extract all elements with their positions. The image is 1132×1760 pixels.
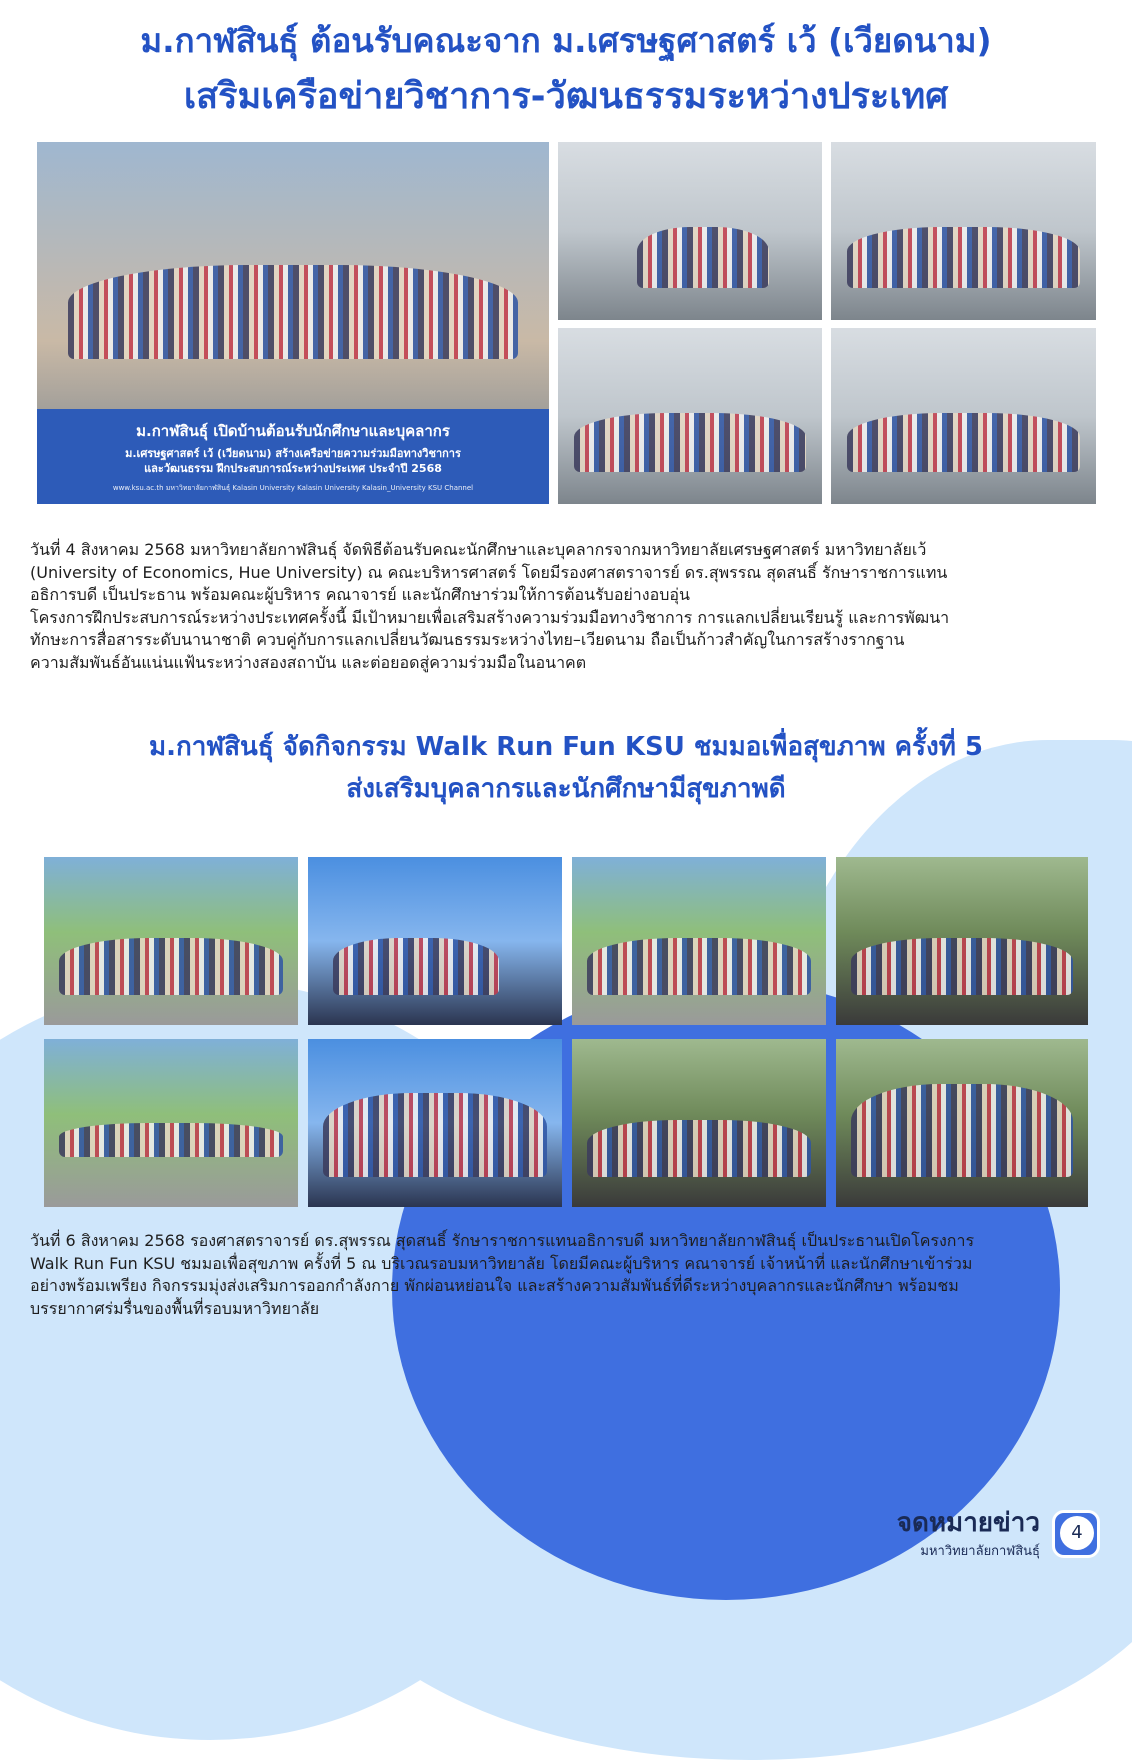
banner-line: ม.เศรษฐศาสตร์ เว้ (เวียดนาม) สร้างเครือข่ายความร่วมมือทางวิชาการ	[125, 447, 461, 461]
article2-photo	[44, 1039, 298, 1207]
article1-main-photo	[37, 142, 549, 504]
page-number: 4	[1060, 1516, 1094, 1550]
banner-title: ม.กาฬสินธุ์ เปิดบ้านต้อนรับนักศึกษาและบุคลากร	[136, 422, 450, 441]
article2-photo	[572, 857, 826, 1025]
article2-photo	[308, 857, 562, 1025]
article2-photo	[836, 857, 1088, 1025]
body-line: ทักษะการสื่อสารระดับนานาชาติ ควบคู่กับการแลกเปลี่ยนวัฒนธรรมระหว่างไทย–เวียดนาม ถือเป็นก้าวสำคัญในการสร้างรากฐาน	[30, 630, 905, 649]
article2-photo	[836, 1039, 1088, 1207]
article1-photo	[558, 142, 822, 320]
body-line: บรรยากาศร่มรื่นของพื้นที่รอบมหาวิทยาลัย	[30, 1298, 320, 1318]
body-line: โครงการฝึกประสบการณ์ระหว่างประเทศครั้งนี้ มีเป้าหมายเพื่อเสริมสร้างความร่วมมือทางวิชาการ การแลกเปลี่ยนเรียนรู้ และการพัฒนา	[30, 607, 950, 627]
article2-headline: ม.กาฬสินธุ์ จัดกิจกรรม Walk Run Fun KSU ชมมอเพื่อสุขภาพ ครั้งที่ 5	[149, 732, 983, 762]
article2-photo	[572, 1039, 826, 1207]
article1-photo	[831, 142, 1096, 320]
body-line: อธิการบดี เป็นประธาน พร้อมคณะผู้บริหาร คณาจารย์ และนักศึกษาร่วมให้การต้อนรับอย่างอบอุ่น	[30, 585, 690, 604]
article2-body	[30, 1230, 1088, 1320]
body-line: Walk Run Fun KSU ชมมอเพื่อสุขภาพ ครั้งที่ 5 ณ บริเวณรอบมหาวิทยาลัย โดยมีคณะผู้บริหาร คณาจารย์ เจ้าหน้าที่ และนักศึกษาเข้าร่วม	[30, 1253, 973, 1273]
article1-subheadline: เสริมเครือข่ายวิชาการ-วัฒนธรรมระหว่างประเทศ	[183, 76, 949, 117]
banner-footer: www.ksu.ac.th มหาวิทยาลัยกาฬสินธุ์ Kalasin University Kalasin University Kalasin_University KSU Channel	[112, 484, 474, 492]
article1-body	[30, 539, 1088, 674]
body-line: อย่างพร้อมเพรียง กิจกรรมมุ่งส่งเสริมการออกกำลังกาย พักผ่อนหย่อนใจ และสร้างความสัมพันธ์ที่ดีระหว่างบุคลากรและนักศึกษา พร้อมชม	[30, 1276, 959, 1295]
newsletter-subtitle: มหาวิทยาลัยกาฬสินธุ์	[920, 1544, 1040, 1559]
article1-headline: ม.กาฬสินธุ์ ต้อนรับคณะจาก ม.เศรษฐศาสตร์ เว้ (เวียดนาม)	[140, 21, 992, 60]
banner-line: และวัฒนธรรม ฝึกประสบการณ์ระหว่างประเทศ ประจำปี 2568	[144, 462, 442, 476]
photo-caption-banner	[37, 409, 549, 504]
body-line: ความสัมพันธ์อันแน่นแฟ้นระหว่างสองสถาบัน และต่อยอดสู่ความร่วมมือในอนาคต	[30, 652, 587, 672]
body-line: (University of Economics, Hue University) ณ คณะบริหารศาสตร์ โดยมีรองศาสตราจารย์ ดร.สุพรรณ สุดสนธิ์ รักษาราชการแทน	[30, 562, 948, 582]
article2-photo	[308, 1039, 562, 1207]
article2-subheadline: ส่งเสริมบุคลากรและนักศึกษามีสุขภาพดี	[346, 774, 786, 804]
body-line: วันที่ 6 สิงหาคม 2568 รองศาสตราจารย์ ดร.สุพรรณ สุดสนธิ์ รักษาราชการแทนอธิการบดี มหาวิทยาลัยกาฬสินธุ์ เป็นประธานเปิดโครงการ	[30, 1231, 975, 1250]
article1-photo	[831, 328, 1096, 504]
newsletter-title: จดหมายข่าว	[896, 1508, 1040, 1538]
body-line: วันที่ 4 สิงหาคม 2568 มหาวิทยาลัยกาฬสินธุ์ จัดพิธีต้อนรับคณะนักศึกษาและบุคลากรจากมหาวิทยาลัยเศรษฐศาสตร์ มหาวิทยาลัยเว้	[30, 540, 927, 559]
article1-photo	[558, 328, 822, 504]
article2-photo	[44, 857, 298, 1025]
